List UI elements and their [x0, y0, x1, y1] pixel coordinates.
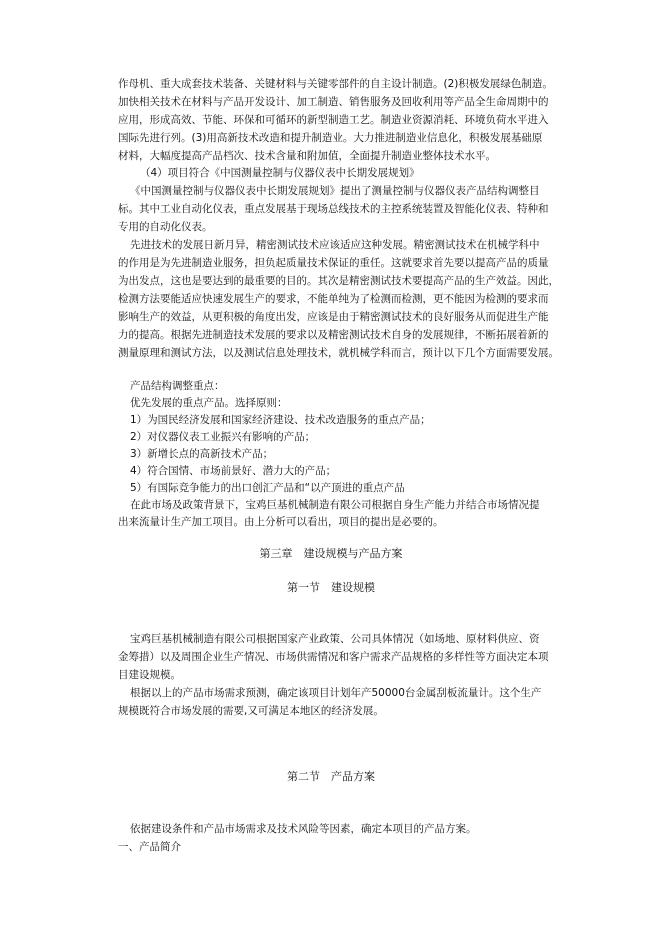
body-text-line: 先进技术的发展日新月异，精密测试技术应该适应这种发展。精密测试技术在机械学科中: [130, 239, 540, 251]
body-text-line: 影响生产的效益，从更积极的角度出发，应该是由于精密测试技术的良好服务从而促进生产能: [118, 311, 549, 323]
body-text-line: 为出发点，这也是要达到的最重要的目的。其次是精密测试技术要提高产品的生产效益。因此，: [118, 275, 559, 287]
body-text-line: 在此市场及政策背景下，宝鸡巨基机械制造有限公司根据自身生产能力并结合市场情况提: [130, 499, 540, 511]
body-text-line: 国际先进行列。(3)用高新技术改造和提升制造业。大力推进制造业信息化，积极发展基础原: [118, 132, 543, 144]
body-text-line: 材料，大幅度提高产品档次、技术含量和附加值，全面提升制造业整体技术水平。: [118, 150, 496, 162]
body-text-line: 宝鸡巨基机械制造有限公司根据国家产业政策、公司具体情况（如场地、原材料供应、资: [130, 633, 540, 645]
list-item: 1）为国民经济发展和国家经济建设、技术改造服务的重点产品；: [130, 414, 431, 426]
list-item: 5）有国际竞争能力的出口创汇产品和“以产顶进的重点产品: [130, 482, 405, 494]
body-text-line: 金筹措）以及周围企业生产情况、市场供需情况和客户需求产品规格的多样性等方面决定本项: [118, 651, 549, 663]
body-text-line: 力的提高。根据先进制造技术发展的要求以及精密测试技术自身的发展规律，不断拓展着新的: [118, 329, 549, 341]
body-text-line: 测量原理和测试方法，以及测试信息处理技术，就机械学科而言，预计以下几个方面需要发展。: [118, 347, 559, 359]
section-heading: 第二节 产品方案: [287, 770, 375, 783]
body-text-line: 专用的自动化仪表。: [118, 221, 213, 233]
body-text-line: 《中国测量控制与仪器仪表中长期发展规划》提出了测量控制与仪器仪表产品结构调整目: [130, 185, 540, 197]
body-text-line: 的作用是为先进制造业服务，担负起质量技术保证的重任。这就要求首先要以提高产品的质量: [118, 257, 549, 269]
list-item: 3）新增长点的高新技术产品；: [130, 448, 274, 460]
body-text-line: 加快相关技术在材料与产品开发设计、加工制造、销售服务及回收利用等产品全生命周期中的: [118, 96, 549, 108]
list-item: 2）对仪器仪表工业振兴有影响的产品；: [130, 431, 316, 443]
list-title: 产品结构调整重点：: [130, 380, 225, 392]
list-item: 4）符合国情、市场前景好、潜力大的产品；: [130, 465, 337, 477]
body-text-line: 根据以上的产品市场需求预测，确定该项目计划年产50000台金属刮板流量计。这个生产: [130, 687, 542, 699]
body-text-line: 依据建设条件和产品市场需求及技术风险等因素，确定本项目的产品方案。: [130, 823, 477, 835]
chapter-heading: 第三章 建设规模与产品方案: [259, 547, 403, 560]
body-text-line: 规模既符合市场发展的需要,又可满足本地区的经济发展。: [118, 705, 384, 717]
list-intro: 优先发展的重点产品。选择原则：: [130, 397, 288, 409]
body-text-line: 应用，形成高效、节能、环保和可循环的新型制造工艺。制造业资源消耗、环境负荷水平进入: [118, 114, 549, 126]
body-text-line: 检测方法要能适应快速发展生产的要求，不能单纯为了检测而检测，更不能因为检测的要求而: [118, 293, 549, 305]
section-heading: 第一节 建设规模: [287, 581, 375, 594]
body-text-line: 作母机、重大成套技术装备、关键材料与关键零部件的自主设计制造。(2)积极发展绿色制造。: [118, 78, 553, 90]
subsection-heading: （4）项目符合《中国测量控制与仪器仪表中长期发展规划》: [140, 167, 420, 179]
body-text-line: 标。其中工业自动化仪表，重点发展基于现场总线技术的主控系统装置及智能化仪表、特种和: [118, 203, 549, 215]
body-text-line: 目建设规模。: [118, 669, 181, 681]
subsection-heading: 一、产品简介: [118, 841, 181, 853]
body-text-line: 出来流量计生产加工项目。由上分析可以看出，项目的提出是必要的。: [118, 516, 444, 528]
